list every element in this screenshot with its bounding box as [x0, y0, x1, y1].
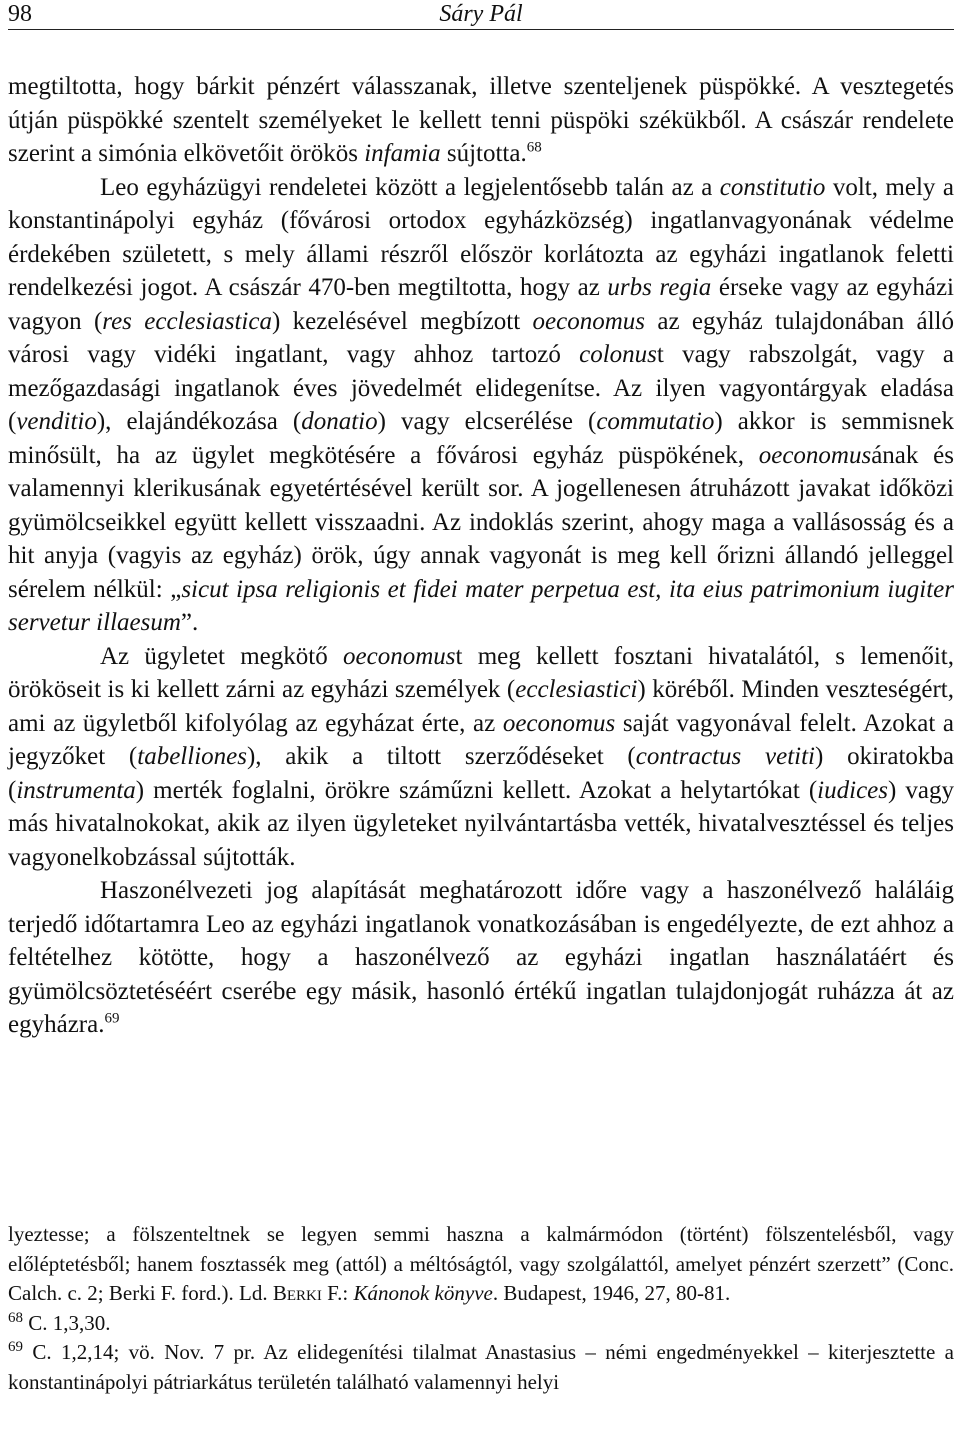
latin-term: res ecclesiastica: [102, 307, 272, 335]
paragraph-2: [8, 171, 954, 640]
latin-term: venditio: [16, 408, 97, 435]
latin-term: oeconomus: [758, 441, 872, 469]
paragraph-3: [8, 640, 954, 875]
text-run: . Budapest, 1946, 27, 80-81.: [492, 1281, 731, 1305]
text-run: Az ügyletet megkötő: [100, 642, 344, 670]
latin-term: urbs regia: [607, 274, 712, 301]
footnote-number: 68: [8, 1309, 23, 1326]
running-head-author: Sáry Pál: [439, 1, 523, 27]
text-run: t vagy rabszolgát, vagy a mezőgazdasági ingatlanok éves jövedelmét elidegenítse. Az ilyen vagyontárgyak eladása (: [8, 341, 954, 435]
footnote-68: [8, 1309, 954, 1339]
footnote-ref-69[interactable]: 69: [104, 1010, 120, 1027]
footnote-continuation: [8, 1220, 954, 1309]
book-title: Kánonok könyve: [353, 1281, 493, 1305]
latin-term: tabelliones: [137, 743, 247, 770]
text-run: Haszonélvezeti jog alapítását meghatározott időre vagy a haszonélvező haláláig terjedő időtartamra Leo az egyházi ingatlanok vonatkozásában is engedélyezte, de ezt ahhoz a feltételhez kötötte, hogy a haszonélvező az egyházi ingatlan használatáért és gyümölcsöztetéséért cserébe egy másik, hasonló értékű ingatlan tulajdonjogát ruházza át az egyházra.: [8, 877, 954, 1038]
footnote-text: C. 1,3,30.: [23, 1310, 111, 1335]
text-run: t meg kellett fosztani hivatalától, s lemenőit, örököseit is ki kellett zárni az egyházi személyek (: [8, 642, 955, 703]
text-run: ) vagy más hivatalnokokat, akik az ilyen ügyleteket nyilvántartásba vették, hivatalvesztéssel és teljes vagyonelkobzással sújtották.: [8, 776, 954, 871]
latin-term: oeconomus: [502, 709, 616, 737]
text-run: ) kezelésével megbízott: [271, 307, 533, 335]
main-text: [8, 70, 954, 1042]
page-number: 98: [8, 1, 32, 27]
latin-term: commutatio: [596, 408, 715, 435]
text-run: volt, mely a konstantinápolyi egyház (fővárosi ortodox egyházközség) ingatlanvagyonának védelme érdekében született, s mely állami részről először korlátozta az egyházi ingatlanok feletti rendelkezési jogot. A császár 470-ben megtiltotta, hogy az: [8, 173, 954, 301]
paragraph-4: [8, 874, 954, 1042]
latin-quotation: sicut ipsa religionis et fidei mater perpetua est, ita eius patrimonium iugiter servetur illaesum: [8, 575, 955, 636]
latin-term: contractus vetiti: [635, 743, 815, 770]
latin-term: instrumenta: [16, 776, 136, 804]
text-run: F.:: [321, 1281, 354, 1305]
text-run: ának és valamennyi klerikusának egyetértésével került sor. A jogellenesen átruházott javakat időközi gyümölcseikkel együtt kellett visszaadni. Az indoklás szerint, ahogy maga a vallásosság és a hit anyja (vagyis az egyház) örök, úgy annak vagyonát is meg kell őrizni állandó jelleggel sérelem nélkül: „: [8, 441, 954, 603]
text-run: ) köréből. Minden veszteségért, ami az ügyletből kifolyólag az egyházat érte, az: [8, 676, 954, 737]
latin-term: oeconomus: [343, 642, 456, 670]
latin-term: ecclesiastici: [515, 676, 638, 703]
text-run: ”.: [180, 609, 199, 636]
footnote-69: [8, 1338, 954, 1397]
text-run: megtiltotta, hogy bárkit pénzért válasszanak, illetve szenteljenek püspökké. A vesztegetés útján püspökké szentelt személyeket le kellett tenni püspöki székükből. A császár rendelete szerint a simónia elkövetőit örökös: [8, 73, 954, 167]
footnote-text: C. 1,2,14; vö. Nov. 7 pr. Az elidegenítési tilalmat Anastasius – némi engedményekkel – kiterjesztette a konstantinápolyi pátriarkátus területén található valamennyi helyi: [8, 1340, 954, 1394]
footnote-number: 69: [8, 1339, 23, 1355]
text-run: ) akkor is semmisnek minősült, ha az ügylet megkötésére a fővárosi egyház püspökének,: [8, 408, 954, 469]
latin-term: iudices: [817, 776, 888, 804]
paragraph-1: [8, 70, 954, 171]
footnotes: [8, 1220, 954, 1397]
latin-term: colonus: [579, 341, 657, 368]
latin-term: donatio: [301, 408, 378, 435]
author-surname: Berki: [272, 1281, 322, 1305]
text-run: az egyház tulajdonában álló városi vagy vidéki ingatlant, vagy ahhoz tartozó: [8, 307, 954, 368]
text-run: saját vagyonával felelt. Azokat a jegyzőket (: [8, 709, 954, 770]
text-run: Leo egyházügyi rendeletei között a legjelentősebb talán az a: [100, 173, 720, 201]
text-run: ) merték foglalni, örökre száműzni kellett. Azokat a helytartókat (: [135, 776, 818, 804]
text-run: sújtotta.: [440, 140, 527, 167]
latin-term: infamia: [364, 140, 441, 167]
text-run: lyeztesse; a fölszenteltnek se legyen semmi haszna a kalmármódon (történt) fölszentelésből, vagy előléptetésből; hanem fosztassék meg (attól) a méltóságtól, vagy szolgálattól, amelyet pénzért szerzett” (Conc. Calch. c. 2; Berki F. ford.). Ld.: [8, 1222, 954, 1305]
text-run: ), akik a tiltott szerződéseket (: [246, 743, 636, 770]
latin-term: constitutio: [719, 173, 826, 201]
text-run: ) vagy elcserélése (: [377, 408, 597, 435]
latin-term: oeconomus: [532, 307, 646, 335]
text-run: ), elajándékozása (: [96, 408, 302, 435]
footnote-ref-68[interactable]: 68: [526, 139, 542, 156]
text-run: ) okiratokba (: [8, 743, 954, 804]
text-run: érseke vagy az egyházi vagyon (: [8, 274, 954, 335]
running-header: [8, 0, 954, 30]
